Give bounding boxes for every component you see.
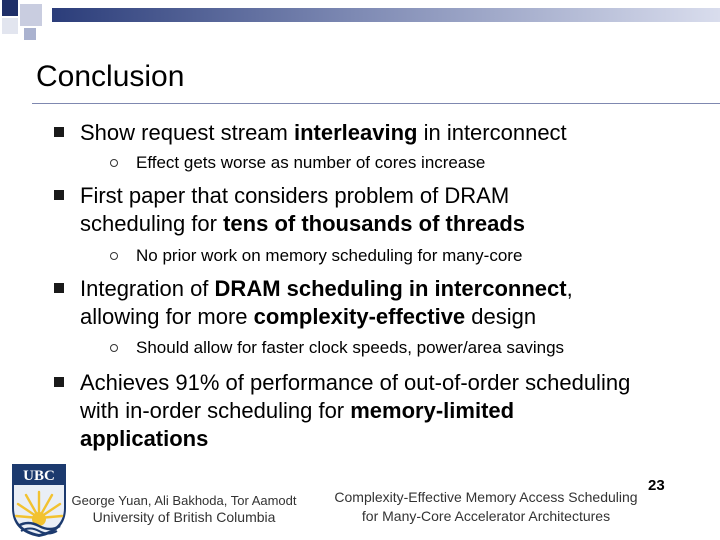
sub-bullet-item-1 <box>136 153 656 173</box>
bullet-text: Show request stream <box>80 120 294 145</box>
footer-title-line-2: for Many-Core Accelerator Architectures <box>361 508 611 524</box>
circle-bullet-icon <box>110 344 118 352</box>
bullet-text: , allowing for more <box>80 276 579 329</box>
footer-authors: George Yuan, Ali Bakhoda, Tor Aamodt <box>71 493 297 508</box>
bullet-item-3 <box>80 275 640 331</box>
bullet-item-2 <box>80 182 580 238</box>
bullet-text: design <box>465 304 537 329</box>
bullet-text-bold: DRAM scheduling in interconnect <box>214 276 567 301</box>
bullet-text-bold: interleaving <box>293 120 418 145</box>
sub-bullet-text: No prior work on memory scheduling for many-core <box>136 246 523 265</box>
bullet-text: Achieves 91% of performance of out-of-order scheduling with in-order scheduling for <box>80 370 637 423</box>
header-gradient-bar <box>52 8 720 22</box>
bullet-item-4 <box>80 369 640 453</box>
ubc-logo <box>10 462 68 538</box>
sub-bullet-text: Should allow for faster clock speeds, power/area savings <box>136 338 565 357</box>
square-bullet-icon <box>54 283 64 293</box>
bullet-text: Integration of <box>80 276 215 301</box>
square-bullet-icon <box>54 190 64 200</box>
square-bullet-icon <box>54 377 64 387</box>
slide-page-number: 23 <box>648 477 665 494</box>
title-divider <box>32 103 720 104</box>
circle-bullet-icon <box>110 252 118 260</box>
slide-title: Conclusion <box>36 60 185 93</box>
sub-bullet-item-3 <box>136 338 676 358</box>
bullet-item-1 <box>80 119 640 147</box>
footer-affiliation: University of British Columbia <box>92 509 276 525</box>
svg-text:UBC: UBC <box>23 468 55 484</box>
decor-square-dark <box>2 0 18 16</box>
footer-authors-block <box>68 492 300 526</box>
bullet-text: in interconnect <box>417 120 567 145</box>
sub-bullet-item-2 <box>136 246 656 266</box>
decor-square-light <box>20 4 42 26</box>
decor-square-small <box>24 28 36 40</box>
sub-bullet-text: Effect gets worse as number of cores increase <box>136 153 486 172</box>
circle-bullet-icon <box>110 159 118 167</box>
footer-title-line-1: Complexity-Effective Memory Access Scheduling <box>334 489 638 505</box>
bullet-text-bold: complexity-effective <box>253 304 466 329</box>
bullet-text-bold: tens of thousands of threads <box>223 211 526 236</box>
square-bullet-icon <box>54 127 64 137</box>
footer-talk-title <box>316 488 656 526</box>
bullet-text: First paper that considers problem of DRAM scheduling for <box>80 183 516 236</box>
bullet-text-bold: memory-limited applications <box>80 398 521 451</box>
decor-square-pale <box>2 18 18 34</box>
